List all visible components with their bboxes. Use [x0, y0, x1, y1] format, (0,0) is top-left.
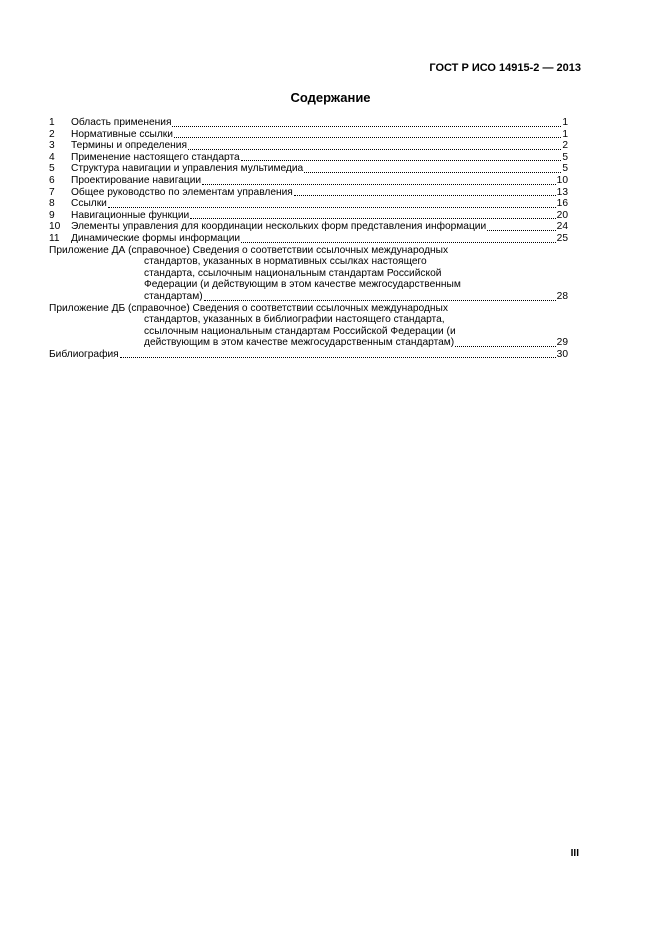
- toc-item-number: 7: [49, 186, 55, 198]
- dot-leader: [202, 183, 556, 185]
- toc-item-1[interactable]: [49, 117, 568, 129]
- toc-item-label: Проектирование навигации: [71, 174, 202, 186]
- toc-item-number: 11: [49, 232, 60, 244]
- dot-leader: [120, 356, 556, 358]
- dot-leader: [455, 345, 555, 347]
- toc-item-page: 1: [562, 117, 568, 128]
- dot-leader: [188, 148, 561, 150]
- toc-item-label: Структура навигации и управления мультимедиа: [71, 163, 304, 175]
- annex-da-line: Федерации (и действующим в этом качестве межгосударственным: [144, 279, 461, 291]
- table-of-contents: [49, 117, 568, 360]
- page-title: Содержание: [290, 90, 371, 105]
- toc-item-number: 8: [49, 198, 55, 210]
- dot-leader: [172, 125, 561, 127]
- toc-item-number: 3: [49, 140, 55, 152]
- toc-item-label: Библиография: [49, 348, 119, 360]
- annex-da-line: стандартам): [144, 290, 203, 302]
- toc-item-page: 29: [556, 337, 568, 349]
- toc-item-5[interactable]: [49, 163, 568, 175]
- dot-leader: [304, 171, 561, 173]
- document-code: ГОСТ Р ИСО 14915-2 — 2013: [429, 62, 581, 74]
- toc-item-page: 10: [556, 174, 568, 186]
- dot-leader: [174, 136, 561, 138]
- toc-item-page: 25: [556, 232, 568, 244]
- toc-item-label: Нормативные ссылки: [71, 128, 173, 140]
- toc-item-page: 5: [562, 163, 568, 175]
- annex-db-line: ссылочным национальным стандартам Российской Федерации (и: [144, 325, 456, 337]
- toc-item-page: 13: [556, 186, 568, 198]
- toc-item-2[interactable]: [49, 129, 568, 141]
- toc-item-10[interactable]: [49, 221, 568, 233]
- toc-item-page: 20: [556, 209, 568, 221]
- toc-item-4[interactable]: [49, 152, 568, 164]
- toc-item-label: Навигационные функции: [71, 209, 190, 221]
- toc-item-11[interactable]: [49, 233, 568, 245]
- toc-item-number: 6: [49, 174, 55, 186]
- toc-item-label: Применение настоящего стандарта: [71, 151, 240, 163]
- annex-da-line: стандарта, ссылочным национальным стандартам Российской: [144, 267, 442, 279]
- annex-da-line: Приложение ДА (справочное) Сведения о соответствии ссылочных международных: [49, 244, 449, 256]
- dot-leader: [241, 159, 562, 161]
- toc-item-page: 24: [556, 221, 568, 233]
- annex-db-line: стандартов, указанных в библиографии настоящего стандарта,: [144, 314, 445, 326]
- toc-item-number: 9: [49, 209, 55, 221]
- toc-item-label: Ссылки: [71, 198, 107, 210]
- toc-item-page: 5: [562, 151, 568, 163]
- toc-item-page: 28: [556, 290, 568, 302]
- toc-item-3[interactable]: [49, 140, 568, 152]
- toc-item-page: 2: [562, 140, 568, 152]
- toc-item-number: 1: [49, 117, 55, 128]
- toc-item-label: Термины и определения: [71, 140, 187, 152]
- toc-item-7[interactable]: [49, 187, 568, 199]
- annex-da-last-line: [49, 291, 568, 303]
- toc-item-number: 10: [49, 221, 61, 233]
- toc-item-label: Общее руководство по элементам управления: [71, 186, 293, 198]
- annex-da-line: стандартов, указанных в нормативных ссылках настоящего: [144, 256, 427, 268]
- toc-annex-da[interactable]: [49, 245, 568, 303]
- toc-item-8[interactable]: [49, 198, 568, 210]
- toc-item-page: 16: [556, 198, 568, 210]
- page-number: III: [570, 848, 579, 859]
- toc-item-label: Динамические формы информации: [71, 232, 241, 244]
- dot-leader: [108, 206, 556, 208]
- dot-leader: [487, 229, 555, 231]
- dot-leader: [241, 241, 556, 243]
- annex-db-last-line: [49, 337, 568, 349]
- toc-item-9[interactable]: [49, 210, 568, 222]
- toc-item-bibliography[interactable]: [49, 349, 568, 361]
- toc-item-number: 5: [49, 163, 55, 175]
- dot-leader: [294, 194, 556, 196]
- dot-leader: [190, 217, 555, 219]
- toc-item-label: Элементы управления для координации нескольких форм представления информации: [71, 221, 487, 233]
- toc-item-page: 1: [562, 128, 568, 140]
- toc-item-page: 30: [556, 348, 568, 360]
- toc-annex-db[interactable]: [49, 303, 568, 349]
- toc-item-label: Область применения: [71, 117, 172, 128]
- toc-item-6[interactable]: [49, 175, 568, 187]
- annex-db-line: действующим в этом качестве межгосударственным стандартам): [144, 337, 455, 349]
- toc-item-number: 4: [49, 151, 55, 163]
- toc-item-number: 2: [49, 128, 55, 140]
- annex-db-line: Приложение ДБ (справочное) Сведения о соответствии ссылочных международных: [49, 302, 448, 314]
- dot-leader: [204, 299, 556, 301]
